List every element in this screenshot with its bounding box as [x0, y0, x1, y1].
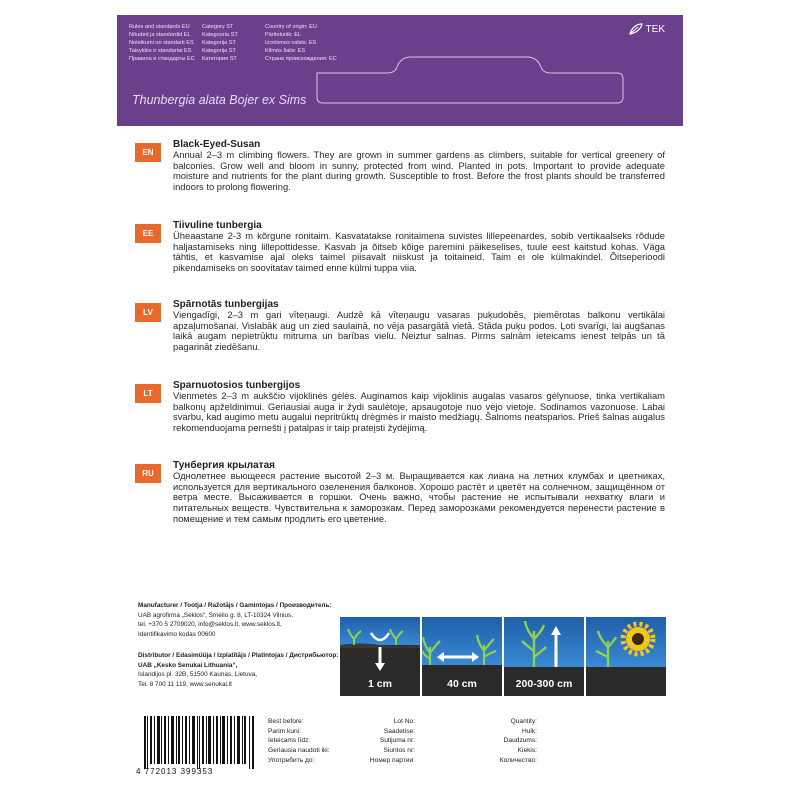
lang-badge-lt: LT — [135, 384, 161, 403]
distributor-line: UAB „Kesko Senukai Lithuania“, — [138, 661, 238, 669]
height-label: 200-300 cm — [515, 678, 573, 690]
distributor-label: Distributor / Edasimüüja / Izplatītājs / Platintojas / Дистрибьютор: — [138, 652, 339, 659]
section-body: Vienmetės 2–3 m aukščio vijoklinės gėlės. Auginamos kaip vijoklinis augalas vasaros gėlynuose, tinka vertikaliam balkonų apželdinimui. Geriausiai auga ir žydi saulėtoje, apsaugotoje nuo vėjo vietoje. Sodinamos vazonuose. Labai svarbu, kad augimo metu augalui nepritrūktų drėgmės ir maisto medžiagų. Šalnoms neatsparios. Prieš šalnas augalus rekomenduojama pernešti į patalpas ir taip prateįsti žydėjimą. — [173, 390, 665, 434]
section-en — [135, 139, 665, 209]
leaf-logo-icon — [629, 23, 643, 35]
brand-logo-text: TEK — [645, 23, 665, 35]
depth-label: 1 cm — [368, 678, 392, 690]
category-line: Kategorija ST — [202, 40, 236, 46]
section-ru — [135, 460, 665, 550]
plant-height-panel — [504, 617, 584, 696]
lang-badge-ru: RU — [135, 464, 161, 483]
info-label: Ieteicams līdz: — [268, 737, 311, 745]
standards-line: Правила и стандарты ЕС — [129, 56, 195, 62]
section-body: Viengadīgi, 2–3 m gari vīteņaugi. Audzē kā vīteņaugu vasaras puķudobēs, piemērotas balkonu vertikālai apzaļumošanai. Vislabāk aug un zied saulainā, no vēja pasargātā vietā. Stāda puķu podos. Ļoti svarīgi, lai augšanas laikā augam nepietrūktu mitruma un barības vielu. Neiztur salnas. Pirms salnām ieteicams ienest telpās un tā pagarināt ziedēšanu. — [173, 309, 665, 353]
flower-icon — [586, 617, 666, 696]
origin-line: Country of origin: EU — [265, 24, 317, 30]
hanger-tab-outline — [117, 15, 683, 126]
spacing-label: 40 cm — [447, 678, 477, 690]
info-label: Номер партии: — [369, 756, 415, 764]
info-label: Best before: — [268, 718, 304, 725]
section-body: Однолетнее вьющееся растение высотой 2–3 м. Выращивается как лиана на летних клумбах и цветниках, используется для вертикального озеленения балконов. Хорошо растёт и цветёт на солнечном, защищённом от ветра месте. Высаживается в горшки. Очень важно, чтобы растение не испытывали нехватку влаги и питательных веществ. Чувствительна к заморозкам. Перед заморозками рекомендуется перенести растение в помещение и тем самым продлить его цветение. — [173, 470, 665, 524]
lang-badge-lv: LV — [135, 303, 161, 322]
info-label: Lot No: — [393, 718, 415, 725]
planting-depth-panel — [340, 617, 420, 696]
flowering-panel — [586, 617, 666, 696]
standards-line: Rules and standards EU — [129, 24, 190, 30]
barcode-number: 4 772013 399353 — [136, 767, 214, 776]
section-body: Üheaastane 2-3 m kõrgune ronitaim. Kasvatatakse ronitaimena suvistes lillepeenardes, sobib vertikaalseks rõdude haljastamiseks ning lillepottidesse. Kasvab ja õitseb kõige paremini päikeselises, tuule eest kaitstud kohas. Väga tähtis, et kasvamise ajal oleks taimel piisavalt niiskust ja toitaineid. Taim ei ole külmakindel. Õitseperioodi pikendamiseks on soovitatav taimed enne külmi tuppa viia. — [173, 230, 665, 274]
section-lt — [135, 380, 665, 460]
manufacturer-line: tel. +370 5 2709020, info@seklos.lt, www.seklos.lt, — [138, 621, 282, 629]
lang-badge-en: EN — [135, 143, 161, 162]
quantity-labels — [455, 717, 537, 765]
lang-badge-ee: EE — [135, 224, 161, 243]
category-line: Kategorija ST — [202, 48, 236, 54]
manufacturer-label: Manufacturer / Tootja / Ražotājs / Gamintojas / Производитель: — [138, 602, 332, 609]
info-label: Kiekis: — [517, 747, 537, 755]
info-label: Daudzums: — [503, 737, 537, 745]
distributor-line: Islandijos pl. 32B, 51500 Kaunas, Lietuva, — [138, 671, 258, 679]
origin-line: Päritoluriik: EL — [265, 32, 302, 38]
section-body: Annual 2–3 m climbing flowers. They are grown in summer gardens as climbers, suitable for vertical greenery of balconies. Grow well and bloom in sunny, protected from wind. Planted in pots. Important to provide adequate moisture and nutrients for the plant during growth. Susceptible to frost. Before the frost plants should be transferred indoors to prolong flowering. — [173, 149, 665, 193]
category-line: Kategooria ST — [202, 32, 238, 38]
planting-spacing-panel — [422, 617, 502, 696]
origin-line: Izcelsmes valsts: ES — [265, 40, 317, 46]
section-title: Sparnuotosios tunbergijos — [173, 380, 301, 391]
origin-line: Страна происхождения: ЕС — [265, 56, 337, 62]
section-title: Black-Eyed-Susan — [173, 139, 261, 150]
section-title: Tiivuline tunbergia — [173, 220, 262, 231]
standards-line: Noteikumi un standarti ES — [129, 40, 194, 46]
section-title: Тунбергия крылатая — [173, 460, 275, 471]
info-label: Количество: — [499, 756, 537, 764]
lot-number-labels — [335, 717, 415, 765]
section-title: Spārnotās tunbergijas — [173, 299, 279, 310]
barcode — [144, 716, 254, 769]
section-ee — [135, 220, 665, 295]
info-label: Употребить до: — [268, 756, 315, 764]
distributor-block — [138, 651, 343, 689]
latin-name: Thunbergia alata Bojer ex Sims — [132, 93, 307, 107]
origin-line: Kilmės šalis: ES — [265, 48, 306, 54]
category-line: Category ST — [202, 24, 234, 30]
standards-line: Taisyklės ir standartai ES — [129, 48, 192, 54]
section-lv — [135, 299, 665, 374]
category-line: Категория ST — [202, 56, 237, 62]
info-label: Parim kuni: — [268, 727, 301, 735]
brand-logo — [629, 23, 665, 35]
info-label: Quantity: — [510, 718, 537, 725]
manufacturer-block — [138, 601, 343, 639]
manufacturer-line: Identifikavimo kodas 00600 — [138, 630, 216, 638]
info-label: Geriausia naudoti iki: — [268, 747, 330, 755]
best-before-labels — [268, 717, 330, 765]
info-label: Hulk: — [521, 727, 537, 735]
standards-line: Nõuded ja standardid EL — [129, 32, 191, 38]
info-label: Saadetise: — [383, 727, 415, 735]
distributor-line: Tel. 8 700 11 119, www.senukai.lt — [138, 680, 232, 688]
info-label: Sutijuma nr: — [379, 737, 415, 745]
header-banner — [117, 15, 683, 126]
info-label: Siuntos nr: — [383, 747, 415, 755]
manufacturer-line: UAB agrofirma „Sėklos“, Smėlio g. 8, LT-10324 Vilnius, — [138, 611, 293, 619]
